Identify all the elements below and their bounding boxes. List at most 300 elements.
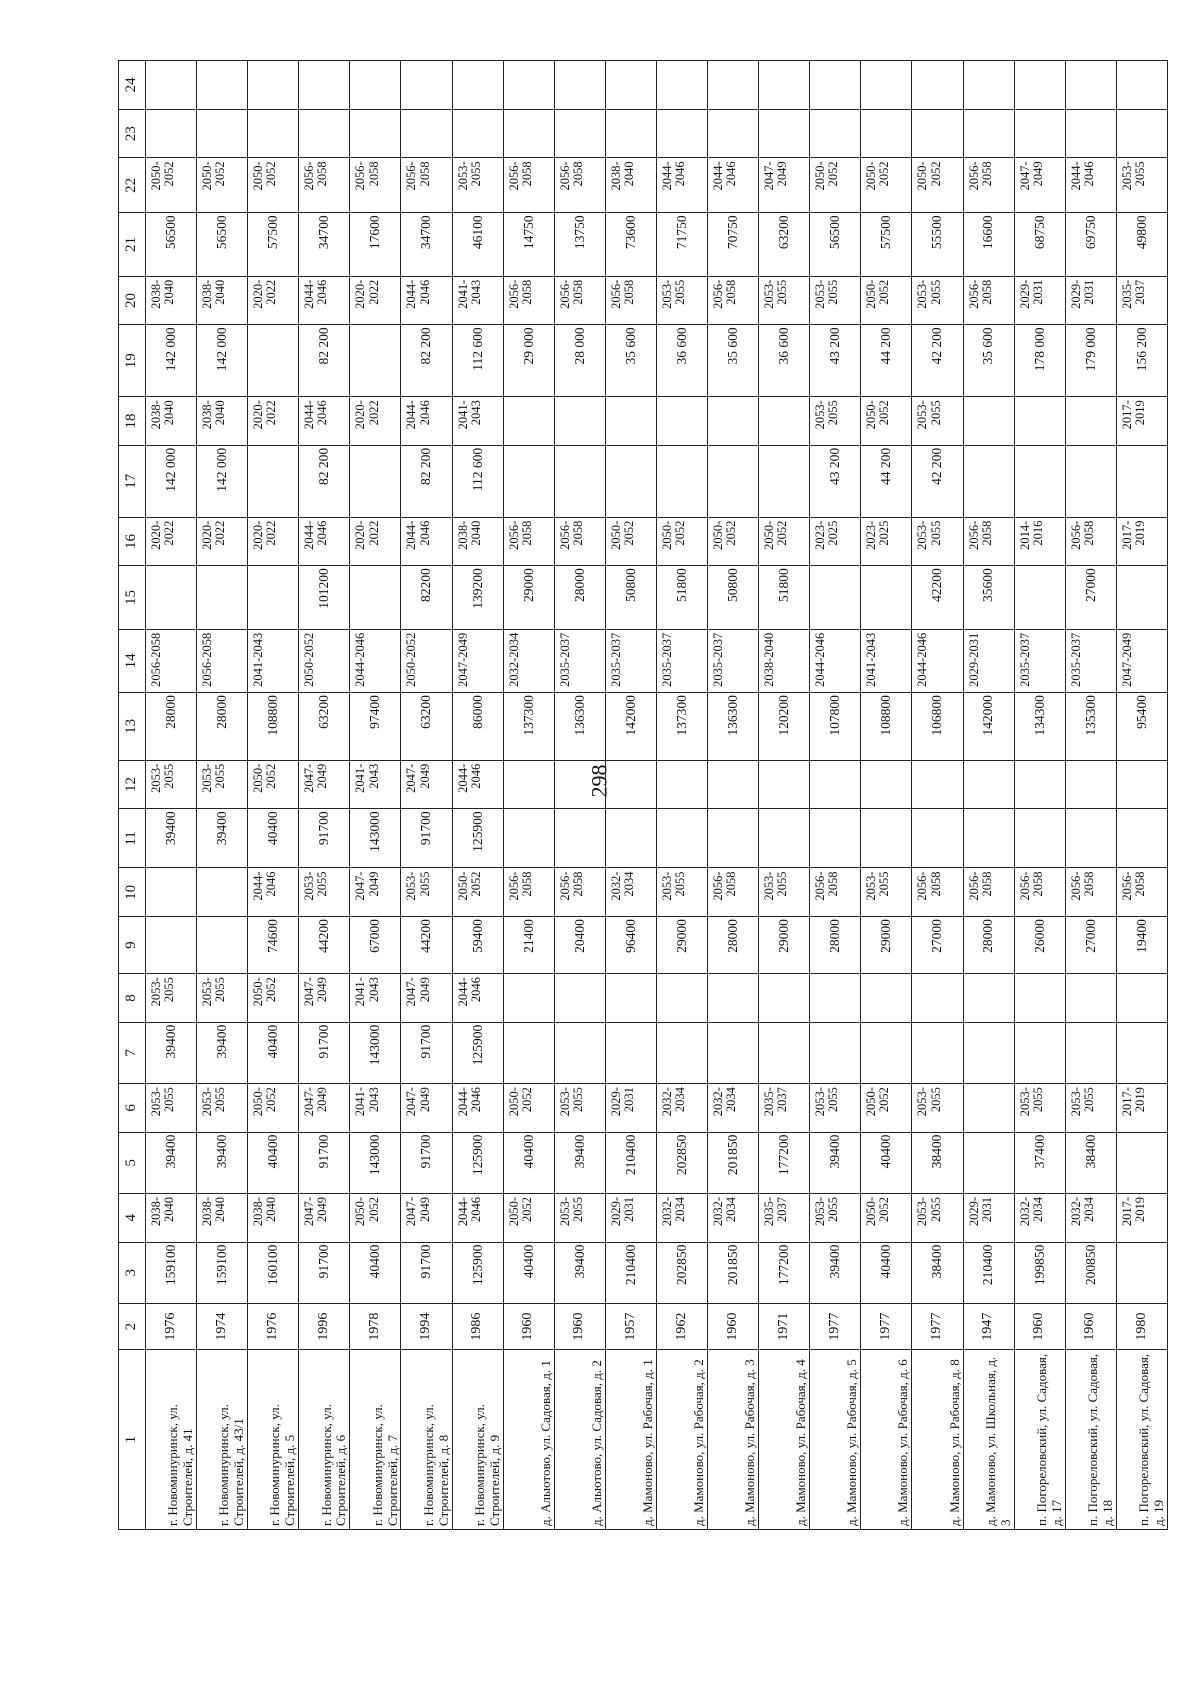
cost-cell: 63200 [759, 213, 810, 276]
period-cell [146, 868, 197, 917]
cost-cell: 28000 [197, 693, 248, 761]
period-cell: 2053-2055 [912, 1084, 963, 1133]
cost-cell: 39400 [146, 1022, 197, 1083]
address-cell: г. Новоминуринск, ул. Строителей, д. 41 [146, 1350, 197, 1530]
period-cell: 2056-2058 [1065, 517, 1116, 566]
period-cell: 2056-2058 [810, 868, 861, 917]
cost-cell: 39400 [146, 1132, 197, 1193]
cost-cell [554, 445, 605, 517]
period-cell: 2053-2055 [656, 868, 707, 917]
page-number: 298 [586, 764, 612, 798]
cost-cell [1065, 809, 1116, 868]
period-cell: 2029-2031 [605, 1084, 656, 1133]
period-cell [759, 974, 810, 1023]
table-cell [299, 109, 350, 158]
period-cell: 2041-2043 [452, 397, 503, 446]
table-row [299, 61, 350, 1530]
cost-cell [1065, 445, 1116, 517]
cost-cell: 29 000 [503, 325, 554, 397]
period-cell: 2050-2052 [146, 158, 197, 213]
period-cell: 2041-2043 [350, 760, 401, 809]
period-cell: 2053-2055 [759, 276, 810, 325]
cost-cell [861, 809, 912, 868]
table-cell [554, 61, 605, 110]
cost-cell: 91700 [401, 1132, 452, 1193]
table-cell [452, 109, 503, 158]
cost-cell: 200850 [1065, 1242, 1116, 1303]
table-cell [656, 109, 707, 158]
cost-cell [1116, 1242, 1167, 1303]
cost-cell [503, 809, 554, 868]
cost-cell [248, 566, 299, 629]
cost-cell: 68750 [1014, 213, 1065, 276]
column-header-3: 3 [119, 1242, 146, 1303]
period-cell: 2053-2055 [1116, 158, 1167, 213]
period-cell [912, 974, 963, 1023]
cost-cell: 57500 [861, 213, 912, 276]
period-cell: 2053-2055 [861, 868, 912, 917]
table-row [452, 61, 503, 1530]
cost-cell: 82 200 [401, 445, 452, 517]
period-cell: 2053-2055 [452, 158, 503, 213]
cost-cell: 74600 [248, 917, 299, 974]
period-cell: 2032-2034 [708, 1084, 759, 1133]
period-cell: 2050-2052 [350, 1193, 401, 1242]
cost-cell: 142 000 [197, 445, 248, 517]
table-cell [248, 61, 299, 110]
table-cell [605, 109, 656, 158]
cost-cell [759, 809, 810, 868]
column-header-14: 14 [119, 629, 146, 692]
period-cell: 2050-2052 [810, 158, 861, 213]
cost-cell: 57500 [248, 213, 299, 276]
period-cell: 2056-2058 [963, 517, 1014, 566]
period-cell: 2056-2058 [554, 276, 605, 325]
period-cell: 2044-2046 [350, 629, 401, 692]
cost-cell: 143000 [350, 1132, 401, 1193]
period-cell: 2047-2049 [1014, 158, 1065, 213]
period-cell: 2047-2049 [299, 1084, 350, 1133]
period-cell: 2050-2052 [861, 1193, 912, 1242]
cost-cell: 39400 [554, 1132, 605, 1193]
cost-cell: 91700 [299, 809, 350, 868]
period-cell: 2038-2040 [146, 397, 197, 446]
address-cell: п. Погореловский, ул. Садовая, д. 17 [1014, 1350, 1065, 1530]
cost-cell [1116, 1132, 1167, 1193]
period-cell: 2050-2052 [708, 517, 759, 566]
period-cell: 2053-2055 [401, 868, 452, 917]
address-cell: д. Мамоново, ул. Рабочая, д. 8 [912, 1350, 963, 1530]
cost-cell: 49800 [1116, 213, 1167, 276]
cost-cell: 42 200 [912, 445, 963, 517]
cost-cell: 159100 [146, 1242, 197, 1303]
address-cell: п. Погореловский, ул. Садовая, д. 19 [1116, 1350, 1167, 1530]
year-cell: 1986 [452, 1303, 503, 1350]
table-cell [248, 109, 299, 158]
cost-cell [708, 445, 759, 517]
period-cell: 2056-2058 [197, 629, 248, 692]
period-cell: 2044-2046 [912, 629, 963, 692]
period-cell: 2050-2052 [912, 158, 963, 213]
cost-cell: 142 000 [197, 325, 248, 397]
cost-cell: 91700 [299, 1022, 350, 1083]
table-row [401, 61, 452, 1530]
cost-cell: 56500 [146, 213, 197, 276]
period-cell: 2047-2049 [452, 629, 503, 692]
table-cell [1014, 109, 1065, 158]
period-cell: 2056-2058 [503, 276, 554, 325]
cost-cell: 50800 [708, 566, 759, 629]
cost-cell: 51800 [759, 566, 810, 629]
period-cell: 2056-2058 [503, 868, 554, 917]
period-cell: 2056-2058 [554, 158, 605, 213]
cost-cell: 27000 [912, 917, 963, 974]
cost-cell [197, 917, 248, 974]
period-cell: 2053-2055 [810, 397, 861, 446]
period-cell: 2044-2046 [452, 1193, 503, 1242]
column-header-15: 15 [119, 566, 146, 629]
cost-cell [248, 325, 299, 397]
period-cell: 2050-2052 [248, 1084, 299, 1133]
period-cell: 2053-2055 [554, 1193, 605, 1242]
cost-cell [656, 809, 707, 868]
period-cell: 2050-2052 [503, 1084, 554, 1133]
period-cell [503, 397, 554, 446]
period-cell: 2044-2046 [248, 868, 299, 917]
cost-cell: 38400 [912, 1132, 963, 1193]
period-cell: 2053-2055 [197, 974, 248, 1023]
cost-cell: 125900 [452, 1242, 503, 1303]
period-cell: 2053-2055 [1065, 1084, 1116, 1133]
period-cell: 2050-2052 [248, 760, 299, 809]
cost-cell: 28000 [146, 693, 197, 761]
table-row [912, 61, 963, 1530]
period-cell: 2047-2049 [350, 868, 401, 917]
cost-cell: 56500 [810, 213, 861, 276]
cost-cell: 160100 [248, 1242, 299, 1303]
cost-cell [554, 809, 605, 868]
address-cell: г. Новоминуринск, ул. Строителей, д. 7 [350, 1350, 401, 1530]
cost-cell [146, 566, 197, 629]
table-row [963, 61, 1014, 1530]
period-cell: 2056-2058 [1014, 868, 1065, 917]
year-cell: 1978 [350, 1303, 401, 1350]
period-cell: 2038-2040 [197, 1193, 248, 1242]
cost-cell: 21400 [503, 917, 554, 974]
period-cell: 2029-2031 [1065, 276, 1116, 325]
cost-cell: 82 200 [401, 325, 452, 397]
cost-cell [656, 1022, 707, 1083]
period-cell: 2047-2049 [401, 1193, 452, 1242]
cost-cell: 17600 [350, 213, 401, 276]
period-cell: 2038-2040 [759, 629, 810, 692]
period-cell: 2047-2049 [401, 974, 452, 1023]
cost-cell: 69750 [1065, 213, 1116, 276]
period-cell: 2044-2046 [401, 276, 452, 325]
cost-cell: 39400 [810, 1132, 861, 1193]
year-cell: 1960 [554, 1303, 605, 1350]
cost-cell: 108800 [861, 693, 912, 761]
cost-cell: 108800 [248, 693, 299, 761]
cost-cell [912, 809, 963, 868]
cost-cell: 40400 [503, 1242, 554, 1303]
period-cell: 2023-2025 [861, 517, 912, 566]
period-cell: 2017-2019 [1116, 397, 1167, 446]
cost-cell: 39400 [554, 1242, 605, 1303]
table-cell [810, 61, 861, 110]
period-cell: 2020-2022 [350, 397, 401, 446]
table-body [146, 61, 1168, 1530]
period-cell [656, 397, 707, 446]
cost-cell: 40400 [248, 1022, 299, 1083]
column-header-4: 4 [119, 1193, 146, 1242]
period-cell: 2038-2040 [605, 158, 656, 213]
cost-cell: 34700 [299, 213, 350, 276]
period-cell: 2041-2043 [248, 629, 299, 692]
address-cell: д. Мамоново, ул. Рабочая, д. 6 [861, 1350, 912, 1530]
period-cell: 2044-2046 [452, 974, 503, 1023]
period-cell: 2050-2052 [401, 629, 452, 692]
year-cell: 1960 [503, 1303, 554, 1350]
period-cell: 2053-2055 [912, 1193, 963, 1242]
cost-cell: 178 000 [1014, 325, 1065, 397]
cost-cell: 40400 [503, 1132, 554, 1193]
period-cell [656, 760, 707, 809]
period-cell: 2053-2055 [656, 276, 707, 325]
period-cell: 2017-2019 [1116, 1193, 1167, 1242]
cost-cell: 39400 [197, 809, 248, 868]
period-cell: 2047-2049 [299, 760, 350, 809]
cost-cell: 36 600 [759, 325, 810, 397]
cost-cell: 112 600 [452, 445, 503, 517]
period-cell: 2056-2058 [1116, 868, 1167, 917]
table-cell [810, 109, 861, 158]
cost-cell: 142 000 [146, 445, 197, 517]
year-cell: 1962 [656, 1303, 707, 1350]
period-cell: 2044-2046 [656, 158, 707, 213]
cost-cell: 210400 [605, 1132, 656, 1193]
period-cell: 2056-2058 [963, 868, 1014, 917]
cost-cell [350, 566, 401, 629]
period-cell: 2044-2046 [299, 276, 350, 325]
column-header-13: 13 [119, 693, 146, 761]
period-cell [605, 397, 656, 446]
cost-cell: 82 200 [299, 445, 350, 517]
cost-cell: 95400 [1116, 693, 1167, 761]
cost-cell [963, 1022, 1014, 1083]
cost-cell: 210400 [963, 1242, 1014, 1303]
period-cell: 2056-2058 [350, 158, 401, 213]
period-cell: 2041-2043 [350, 974, 401, 1023]
cost-cell: 91700 [299, 1242, 350, 1303]
cost-cell: 44200 [401, 917, 452, 974]
period-cell: 2056-2058 [708, 276, 759, 325]
cost-cell [1014, 566, 1065, 629]
table-row [759, 61, 810, 1530]
period-cell [810, 760, 861, 809]
cost-cell: 28000 [810, 917, 861, 974]
period-cell: 2056-2058 [146, 629, 197, 692]
cost-cell: 120200 [759, 693, 810, 761]
table-cell [708, 109, 759, 158]
cost-cell [146, 917, 197, 974]
period-cell: 2044-2046 [299, 397, 350, 446]
address-cell: д. Мамоново, ул. Рабочая, д. 5 [810, 1350, 861, 1530]
cost-cell [861, 1022, 912, 1083]
cost-cell: 63200 [299, 693, 350, 761]
period-cell [963, 397, 1014, 446]
cost-cell: 38400 [912, 1242, 963, 1303]
period-cell: 2050-2052 [248, 974, 299, 1023]
cost-cell: 107800 [810, 693, 861, 761]
cost-cell: 50800 [605, 566, 656, 629]
period-cell: 2032-2034 [708, 1193, 759, 1242]
cost-cell [503, 1022, 554, 1083]
period-cell: 2053-2055 [146, 974, 197, 1023]
period-cell: 2053-2055 [912, 276, 963, 325]
period-cell: 2038-2040 [146, 1193, 197, 1242]
table-row [810, 61, 861, 1530]
period-cell: 2029-2031 [963, 1193, 1014, 1242]
period-cell [503, 974, 554, 1023]
period-cell [554, 974, 605, 1023]
period-cell: 2053-2055 [759, 868, 810, 917]
cost-cell [605, 809, 656, 868]
year-cell: 1977 [912, 1303, 963, 1350]
cost-cell [963, 809, 1014, 868]
address-cell: д. Альютово, ул. Садовая, д. 1 [503, 1350, 554, 1530]
period-cell: 2053-2055 [197, 1084, 248, 1133]
cost-cell [963, 1132, 1014, 1193]
table-row [861, 61, 912, 1530]
cost-cell: 28000 [554, 566, 605, 629]
cost-cell: 44 200 [861, 325, 912, 397]
period-cell: 2017-2019 [1116, 1084, 1167, 1133]
cost-cell [554, 1022, 605, 1083]
cost-cell [708, 809, 759, 868]
cost-cell [1014, 1022, 1065, 1083]
period-cell [708, 760, 759, 809]
period-cell: 2056-2058 [401, 158, 452, 213]
cost-cell: 44 200 [861, 445, 912, 517]
address-cell: д. Мамоново, ул. Рабочая, д. 1 [605, 1350, 656, 1530]
period-cell: 2056-2058 [554, 868, 605, 917]
cost-cell [605, 1022, 656, 1083]
period-cell [1065, 397, 1116, 446]
period-cell [963, 1084, 1014, 1133]
year-cell: 1960 [708, 1303, 759, 1350]
cost-cell: 27000 [1065, 566, 1116, 629]
table-cell [1065, 109, 1116, 158]
period-cell: 2047-2049 [401, 1084, 452, 1133]
period-cell: 2044-2046 [401, 397, 452, 446]
period-cell: 2035-2037 [1065, 629, 1116, 692]
cost-cell: 96400 [605, 917, 656, 974]
period-cell: 2044-2046 [401, 517, 452, 566]
cost-cell: 202850 [656, 1242, 707, 1303]
period-cell: 2038-2040 [146, 276, 197, 325]
cost-cell: 67000 [350, 917, 401, 974]
cost-cell: 125900 [452, 1132, 503, 1193]
cost-cell: 39400 [197, 1132, 248, 1193]
column-header-17: 17 [119, 445, 146, 517]
cost-cell: 134300 [1014, 693, 1065, 761]
table-cell [759, 61, 810, 110]
cost-cell: 35 600 [963, 325, 1014, 397]
cost-cell: 177200 [759, 1242, 810, 1303]
table-cell [963, 61, 1014, 110]
cost-cell: 40400 [861, 1132, 912, 1193]
header-row [119, 61, 146, 1530]
cost-cell: 137300 [656, 693, 707, 761]
column-header-12: 12 [119, 760, 146, 809]
table-cell [605, 61, 656, 110]
period-cell: 2038-2040 [197, 276, 248, 325]
period-cell: 2044-2046 [708, 158, 759, 213]
period-cell: 2041-2043 [452, 276, 503, 325]
period-cell [861, 974, 912, 1023]
period-cell: 2032-2034 [656, 1193, 707, 1242]
table-row [1116, 61, 1167, 1530]
period-cell: 2053-2055 [912, 517, 963, 566]
period-cell: 2023-2025 [810, 517, 861, 566]
cost-cell [1014, 809, 1065, 868]
period-cell: 2047-2049 [759, 158, 810, 213]
period-cell: 2050-2052 [861, 276, 912, 325]
column-header-23: 23 [119, 109, 146, 158]
cost-cell: 101200 [299, 566, 350, 629]
cost-cell: 71750 [656, 213, 707, 276]
period-cell [708, 974, 759, 1023]
period-cell: 2020-2022 [146, 517, 197, 566]
period-cell: 2056-2058 [503, 517, 554, 566]
cost-cell: 125900 [452, 1022, 503, 1083]
period-cell: 2056-2058 [912, 868, 963, 917]
column-header-11: 11 [119, 809, 146, 868]
cost-cell: 27000 [1065, 917, 1116, 974]
period-cell: 2053-2055 [912, 397, 963, 446]
period-cell: 2041-2043 [861, 629, 912, 692]
cost-cell: 97400 [350, 693, 401, 761]
period-cell: 2032-2034 [503, 629, 554, 692]
table-cell [708, 61, 759, 110]
cost-cell: 26000 [1014, 917, 1065, 974]
cost-cell: 199850 [1014, 1242, 1065, 1303]
column-header-8: 8 [119, 974, 146, 1023]
address-cell: г. Новоминуринск, ул. Строителей, д. 43/1 [197, 1350, 248, 1530]
table-cell [861, 109, 912, 158]
table-cell [1116, 61, 1167, 110]
cost-cell [1014, 445, 1065, 517]
cost-cell: 42 200 [912, 325, 963, 397]
column-header-18: 18 [119, 397, 146, 446]
cost-cell: 42200 [912, 566, 963, 629]
table-row [197, 61, 248, 1530]
cost-cell: 91700 [299, 1132, 350, 1193]
cost-cell: 63200 [401, 693, 452, 761]
table-row [146, 61, 197, 1530]
year-cell: 1960 [1065, 1303, 1116, 1350]
cost-cell: 38400 [1065, 1132, 1116, 1193]
table-cell [912, 61, 963, 110]
period-cell: 2035-2037 [1014, 629, 1065, 692]
cost-cell: 29000 [503, 566, 554, 629]
cost-cell [810, 1022, 861, 1083]
cost-cell: 202850 [656, 1132, 707, 1193]
period-cell: 2044-2046 [1065, 158, 1116, 213]
period-cell: 2038-2040 [197, 397, 248, 446]
period-cell: 2038-2040 [248, 1193, 299, 1242]
